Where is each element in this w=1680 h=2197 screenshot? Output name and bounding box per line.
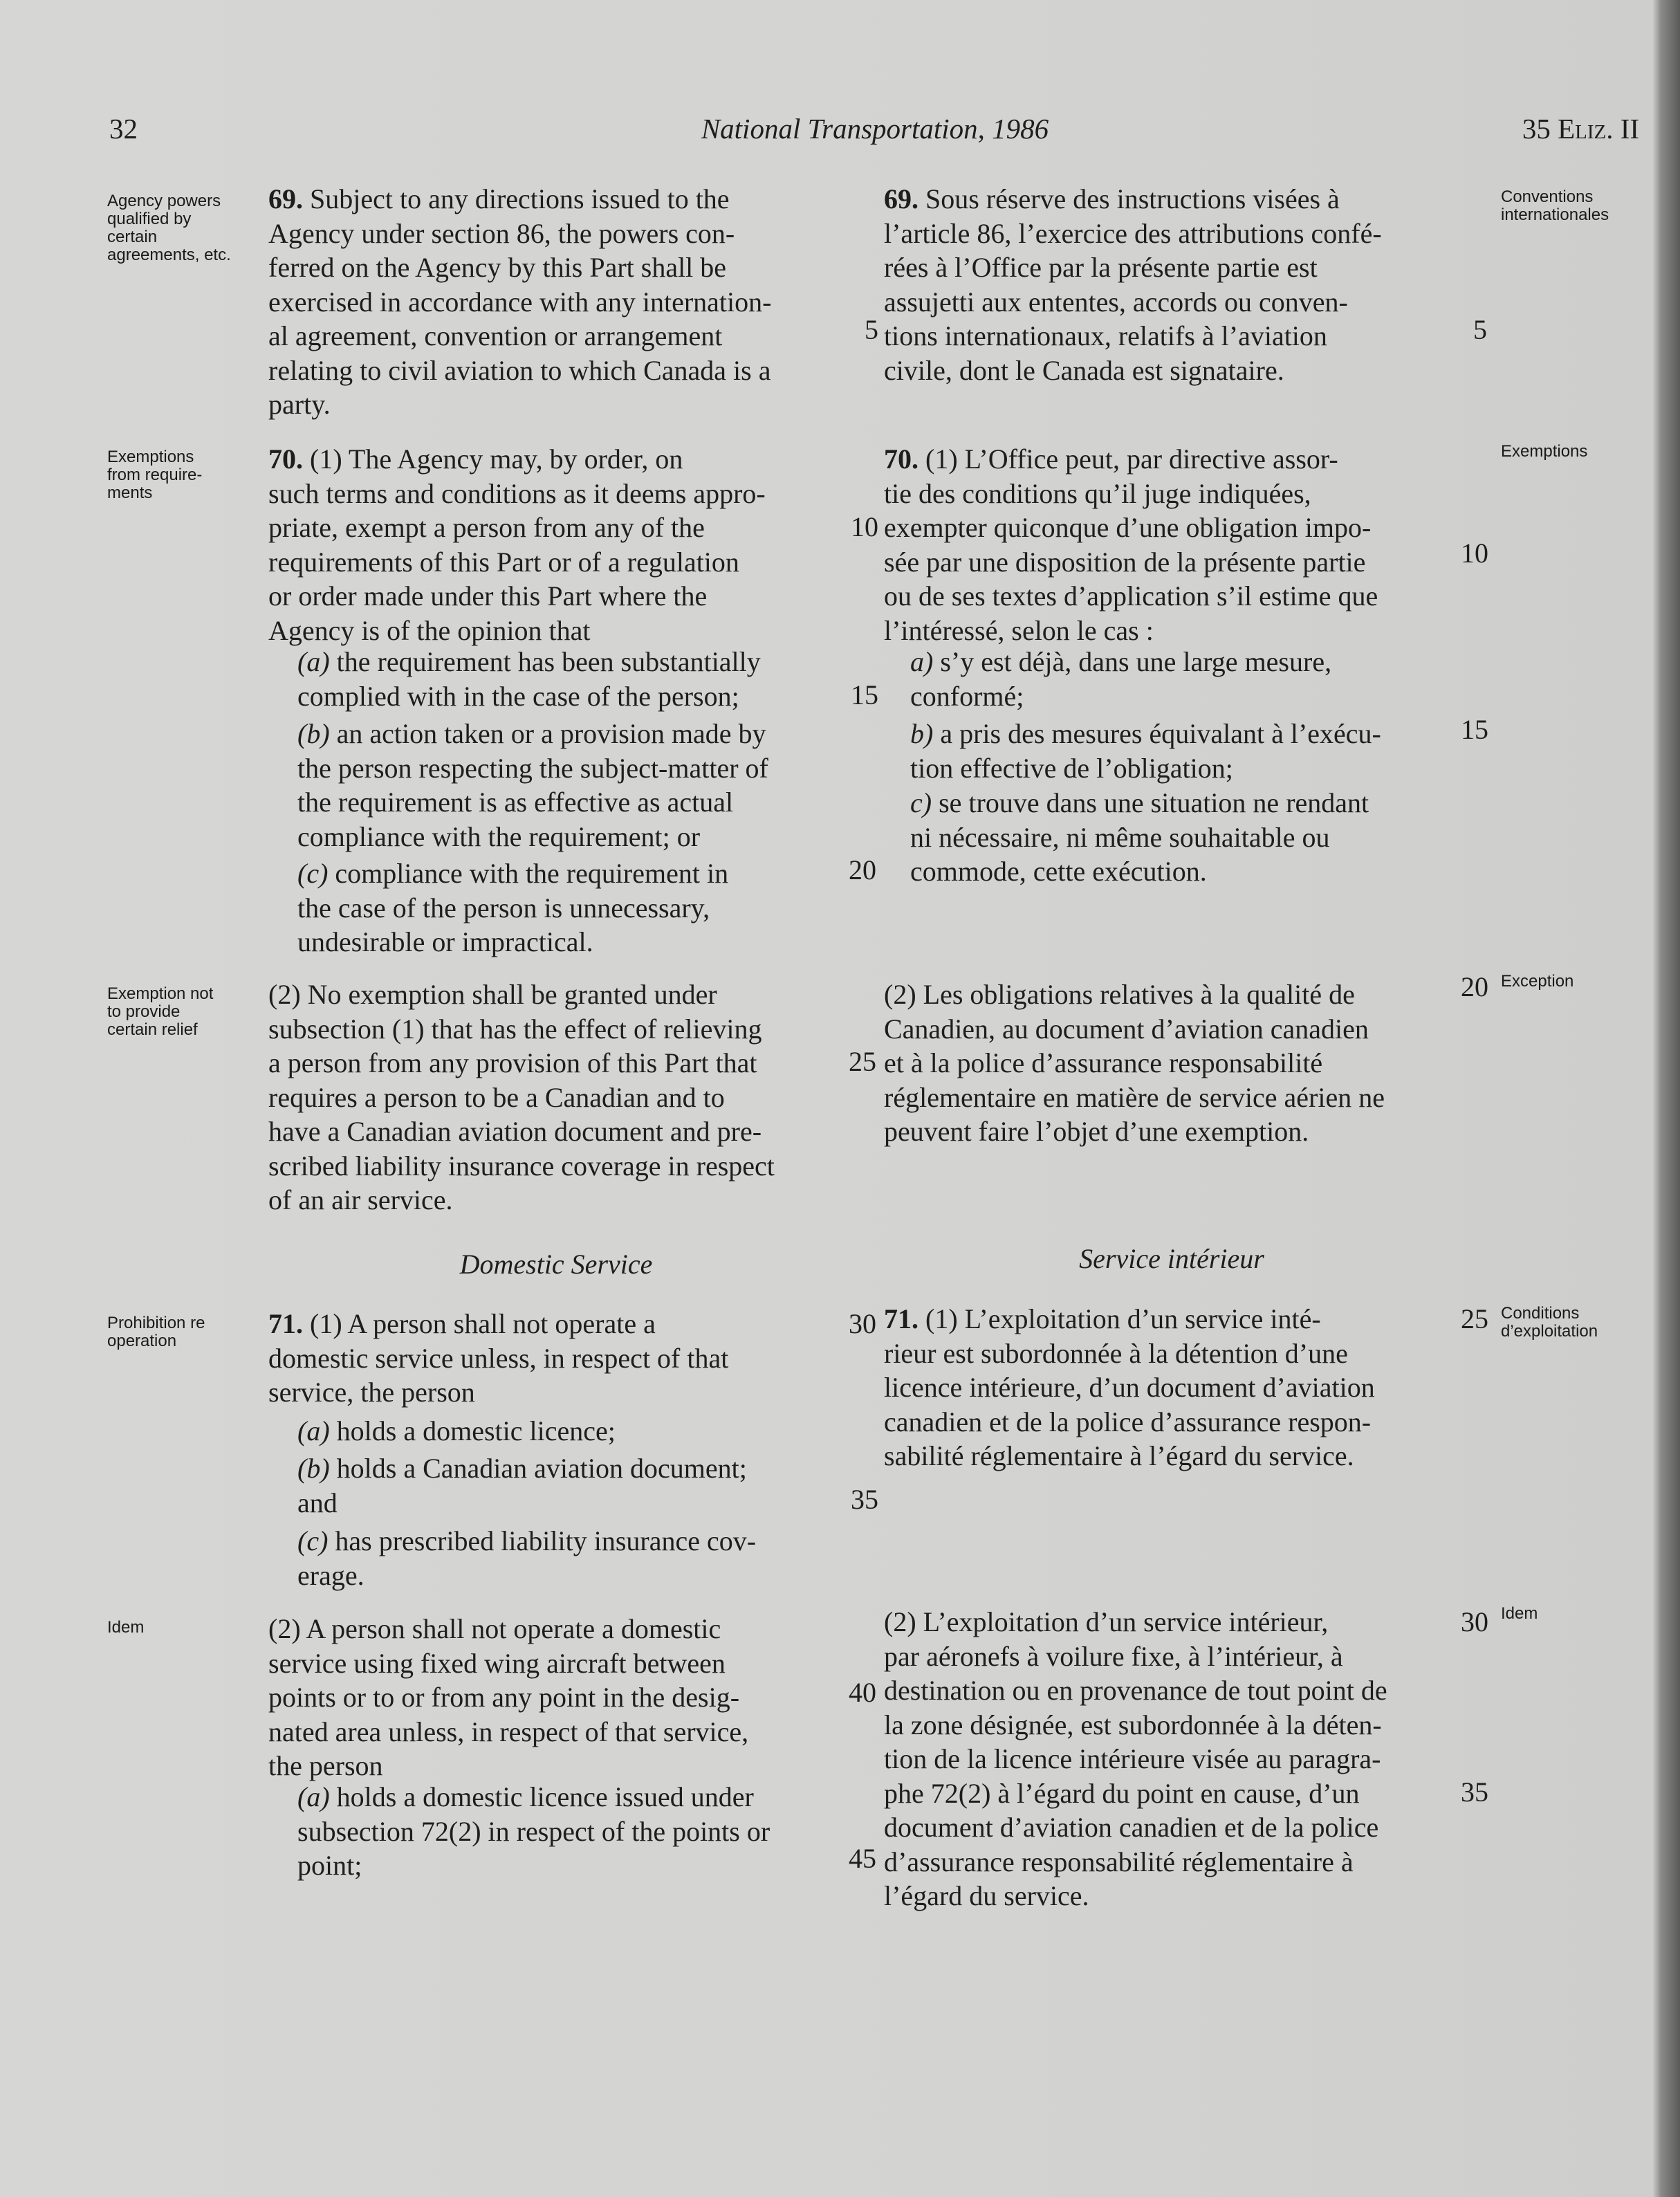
en-section-70-2: (2) No exemption shall be granted under subsection (1) that has the effect of relieving a person from any provision of this Part that requires a person to be a Canadian and to have a Canadian aviation document and pre- scribed liability insurance coverage in respect of an air service. — [268, 979, 775, 1215]
page-edge-shadow — [1653, 0, 1680, 2197]
fr-section-70-number: 70. — [884, 443, 919, 475]
fr-section-69: 69. Sous réserve des instructions visées à l’article 86, l’exercice des attributions confé- rées à l’Office par la présente partie est assujetti aux ententes, accords ou conven- tions internationaux, relatifs à l’aviation civile, dont le Canada est signataire. — [884, 183, 1382, 386]
en-paragraph-71-c: (c) has prescribed liability insurance cov- erage. — [297, 1525, 757, 1591]
en-paragraph-70-b: (b) an action taken or a provision made by the person respecting the subject-matter of the requirement is as effective as actual compliance with the requirement; or — [297, 718, 768, 852]
line-number: 5 — [865, 314, 878, 345]
line-number: 25 — [1461, 1303, 1488, 1334]
line-number: 25 — [849, 1046, 876, 1077]
line-number: 10 — [1461, 537, 1488, 569]
line-number: 30 — [849, 1308, 876, 1339]
line-number: 10 — [851, 511, 878, 542]
line-number: 5 — [1473, 314, 1487, 345]
en-paragraph-70-c: (c) compliance with the requirement in the case of the person is unnecessary, undesirable or impractical. — [297, 858, 729, 957]
line-number: 30 — [1461, 1606, 1488, 1637]
line-number: 15 — [1461, 714, 1488, 745]
margin-note-en-70-1: Exemptions from require- ments — [107, 448, 203, 502]
margin-note-en-71-1: Prohibition re operation — [107, 1314, 205, 1350]
fr-paragraph-70-b: b) a pris des mesures équivalant à l’exécu- tion effective de l’obligation; — [910, 718, 1381, 784]
en-section-69: 69. Subject to any directions issued to the Agency under section 86, the powers con- ferred on the Agency by this Part shall be exercised in accordance with any internation- al agreement, convention or arrangement relating to civil aviation to which Canada is a party. — [268, 183, 772, 420]
page-number: 32 — [109, 113, 138, 145]
fr-section-69-number: 69. — [884, 183, 919, 214]
margin-note-en-69: Agency powers qualified by certain agreements, etc. — [107, 192, 231, 264]
margin-note-fr-69: Conventions internationales — [1501, 187, 1609, 224]
line-number: 20 — [1461, 971, 1488, 1002]
en-section-70-1: 70. (1) The Agency may, by order, on such terms and conditions as it deems appro- priate, exempt a person from any of the requirements of this Part or of a regulation or order made under this Part where the Agency is of the opinion that — [268, 443, 766, 646]
en-heading-domestic-service: Domestic Service — [459, 1249, 653, 1280]
line-number: 35 — [851, 1484, 878, 1515]
margin-note-fr-71-1: Conditions d’exploitation — [1501, 1304, 1598, 1341]
en-section-71-1: 71. (1) A person shall not operate a domestic service unless, in respect of that service, the person — [268, 1308, 729, 1408]
en-section-70-number: 70. — [268, 443, 303, 475]
en-paragraph-71-a: (a) holds a domestic licence; — [297, 1415, 616, 1446]
line-number: 40 — [849, 1677, 876, 1708]
fr-paragraph-70-a: a) s’y est déjà, dans une large mesure, conformé; — [910, 646, 1332, 712]
line-number: 15 — [851, 679, 878, 710]
en-paragraph-70-a: (a) the requirement has been substantially complied with in the case of the person; — [297, 646, 761, 712]
running-title: National Transportation, 1986 — [701, 113, 1049, 145]
en-section-69-number: 69. — [268, 183, 303, 214]
en-section-71-number: 71. — [268, 1308, 303, 1339]
en-paragraph-71-2-a: (a) holds a domestic licence issued under subsection 72(2) in respect of the points or point; — [297, 1781, 770, 1881]
fr-paragraph-70-c: c) se trouve dans une situation ne rendant ni nécessaire, ni même souhaitable ou commode, cette exécution. — [910, 787, 1369, 887]
regnal-year: 35 Eliz. II — [1522, 113, 1639, 145]
fr-section-71-number: 71. — [884, 1303, 919, 1334]
en-section-71-2: (2) A person shall not operate a domestic service using fixed wing aircraft between points or to or from any point in the desig- nated area unless, in respect of that service, the person — [268, 1613, 749, 1781]
margin-note-en-70-2: Exemption not to provide certain relief — [107, 984, 214, 1039]
margin-note-en-71-2: Idem — [107, 1618, 145, 1637]
fr-section-70-2: (2) Les obligations relatives à la qualité de Canadien, au document d’aviation canadien et à la police d’assurance responsabilité réglementaire en matière de service aérien ne peuvent faire l’objet d’une exemption. — [884, 979, 1385, 1147]
fr-section-71-1: 71. (1) L’exploitation d’un service inté- rieur est subordonnée à la détention d’une licence intérieure, d’un document d’aviation canadien et de la police d’assurance respon- sabilité réglementaire à l’égard du service. — [884, 1303, 1375, 1471]
line-number: 20 — [849, 854, 876, 885]
fr-heading-service-interieur: Service intérieur — [1079, 1243, 1264, 1274]
fr-section-71-2: (2) L’exploitation d’un service intérieur, par aéronefs à voilure fixe, à l’intérieur, à destination ou en provenance de tout point de la zone désignée, est subordonnée à la déten- tion de la licence intérieure visée au paragra- phe 72(2) à l’égard du point en cause, d’un document d’aviation canadien et de la police d’assurance responsabilité réglementaire à l’égard du service. — [884, 1606, 1387, 1911]
fr-section-70-1: 70. (1) L’Office peut, par directive assor- tie des conditions qu’il juge indiquées, exempter quiconque d’une obligation impo- sée par une disposition de la présente partie ou de ses textes d’application s’il estime que l’intéressé, selon le cas : — [884, 443, 1378, 646]
margin-note-fr-71-2: Idem — [1501, 1604, 1538, 1623]
en-paragraph-71-b: (b) holds a Canadian aviation document; and — [297, 1453, 747, 1518]
line-number: 35 — [1461, 1776, 1488, 1808]
margin-note-fr-70-1: Exemptions — [1501, 442, 1588, 461]
margin-note-fr-70-2: Exception — [1501, 972, 1574, 991]
line-number: 45 — [849, 1843, 876, 1874]
